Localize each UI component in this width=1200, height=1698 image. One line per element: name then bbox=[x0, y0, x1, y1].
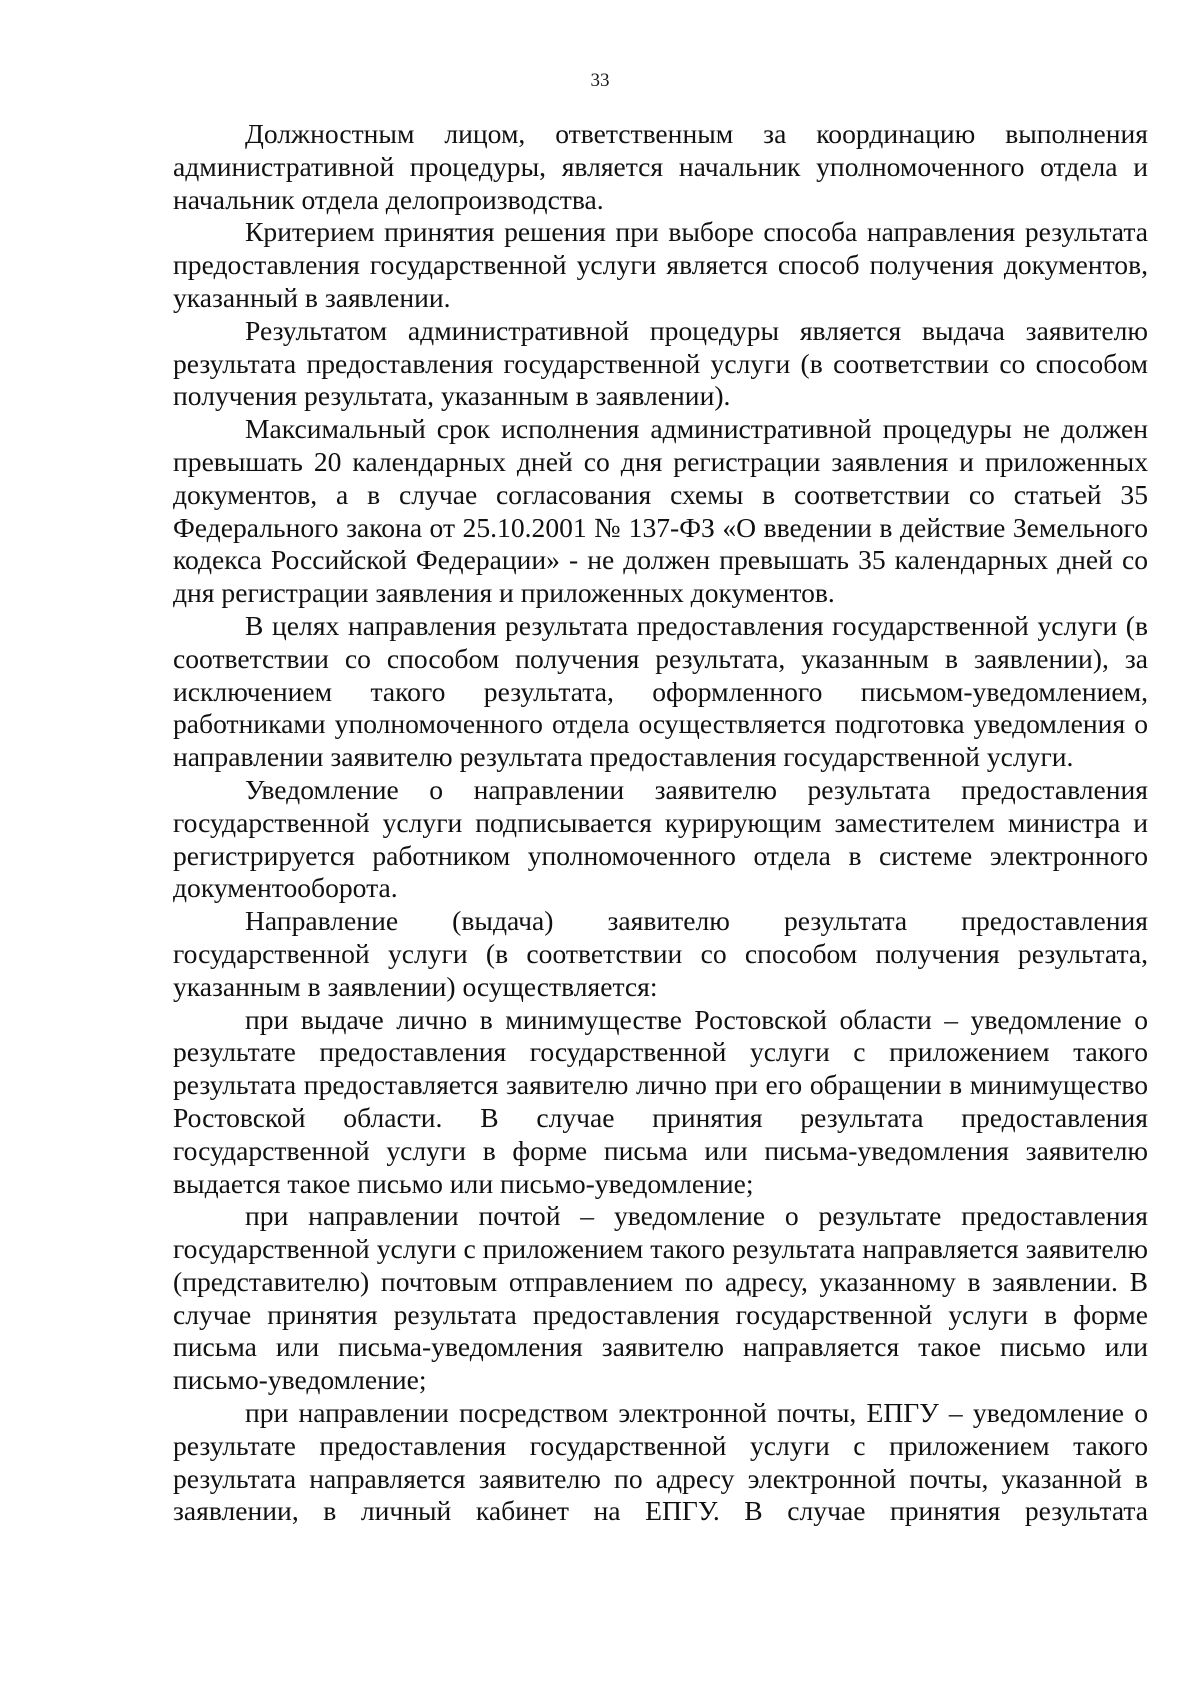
paragraph-notification-preparation: В целях направления результата предоставления государственной услуги (в соответствии со способом получения результата, указанным в заявлении), за исключением такого результата, оформленного письмом-уведомлением, работниками уполномоченного отдела осуществляется подготовка уведомления о направлении заявителю результата предоставления государственной услуги. bbox=[173, 609, 1148, 773]
paragraph-maximum-term: Максимальный срок исполнения административной процедуры не должен превышать 20 календарных дней со дня регистрации заявления и приложенных документов, а в случае согласования схемы в соответствии со статьей 35 Федерального закона от 25.10.2001 № 137-ФЗ «О введении в действие Земельного кодекса Российской Федерации» - не должен превышать 35 календарных дней со дня регистрации заявления и приложенных документов. bbox=[173, 413, 1148, 609]
paragraph-procedure-result: Результатом административной процедуры является выдача заявителю результата предоставления государственной услуги (в соответствии со способом получения результата, указанным в заявлении). bbox=[173, 314, 1148, 412]
paragraph-result-delivery-intro: Направление (выдача) заявителю результата предоставления государственной услуги (в соответствии со способом получения результата, указанным в заявлении) осуществляется: bbox=[173, 905, 1148, 1002]
paragraph-delivery-electronic: при направлении посредством электронной почты, ЕПГУ – уведомление о результате предоставления государственной услуги с приложением такого результата направляется заявителю по адресу электронной почты, указанной в заявлении, в личный кабинет на ЕПГУ. В случае принятия результата bbox=[173, 1397, 1148, 1527]
paragraph-decision-criterion: Критерием принятия решения при выборе способа направления результата предоставления государственной услуги является способ получения документов, указанный в заявлении. bbox=[173, 216, 1148, 313]
paragraph-notification-signing: Уведомление о направлении заявителю результата предоставления государственной услуги подписывается курирующим заместителем министра и регистрируется работником уполномоченного отдела в системе электронного документооборота. bbox=[173, 773, 1148, 904]
paragraph-delivery-by-post: при направлении почтой – уведомление о результате предоставления государственной услуги с приложением такого результата направляется заявителю (представителю) почтовым отправлением по адресу, указанному в заявлении. В случае принятия результата предоставления государственной услуги в форме письма или письма-уведомления заявителю направляется такое письмо или письмо-уведомление; bbox=[173, 1200, 1148, 1396]
paragraph-coordination-official: Должностным лицом, ответственным за координацию выполнения административной процедуры, является начальник уполномоченного отдела и начальник отдела делопроизводства. bbox=[173, 118, 1148, 215]
page-number: 33 bbox=[590, 70, 610, 91]
document-body bbox=[173, 118, 1148, 1528]
paragraph-delivery-in-person: при выдаче лично в минимуществе Ростовской области – уведомление о результате предоставления государственной услуги с приложением такого результата предоставляется заявителю лично при его обращении в минимущество Ростовской области. В случае принятия результата предоставления государственной услуги в форме письма или письма-уведомления заявителю выдается такое письмо или письмо-уведомление; bbox=[173, 1003, 1148, 1199]
